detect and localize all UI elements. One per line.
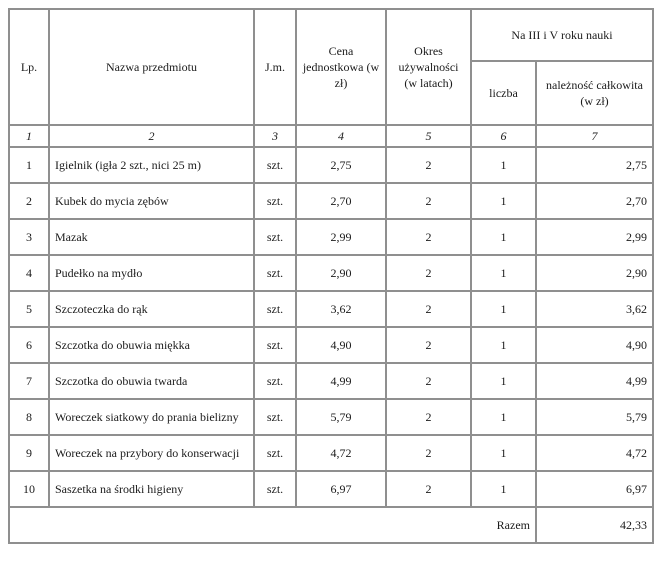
item-name: Woreczek siatkowy do prania bielizny xyxy=(49,399,254,435)
item-lp: 6 xyxy=(9,327,49,363)
item-lp: 9 xyxy=(9,435,49,471)
item-row xyxy=(9,327,653,363)
item-total: 2,75 xyxy=(536,147,653,183)
item-row xyxy=(9,435,653,471)
column-number: 6 xyxy=(471,125,536,147)
item-name: Mazak xyxy=(49,219,254,255)
item-lp: 4 xyxy=(9,255,49,291)
item-name: Woreczek na przybory do konserwacji xyxy=(49,435,254,471)
item-total: 2,70 xyxy=(536,183,653,219)
item-usage-period: 2 xyxy=(386,327,471,363)
item-unit: szt. xyxy=(254,363,296,399)
item-quantity: 1 xyxy=(471,147,536,183)
item-quantity: 1 xyxy=(471,291,536,327)
item-lp: 7 xyxy=(9,363,49,399)
item-unit-price: 4,99 xyxy=(296,363,386,399)
item-lp: 10 xyxy=(9,471,49,507)
col-header-total-due: należność całkowita (w zł) xyxy=(536,61,653,125)
item-row xyxy=(9,399,653,435)
item-unit-price: 2,90 xyxy=(296,255,386,291)
item-row xyxy=(9,363,653,399)
item-unit: szt. xyxy=(254,399,296,435)
item-name: Szczotka do obuwia miękka xyxy=(49,327,254,363)
item-unit: szt. xyxy=(254,291,296,327)
supplies-table xyxy=(8,8,654,544)
item-quantity: 1 xyxy=(471,435,536,471)
item-row xyxy=(9,471,653,507)
column-number: 4 xyxy=(296,125,386,147)
item-unit: szt. xyxy=(254,147,296,183)
item-usage-period: 2 xyxy=(386,291,471,327)
item-unit-price: 2,70 xyxy=(296,183,386,219)
item-unit: szt. xyxy=(254,327,296,363)
item-usage-period: 2 xyxy=(386,399,471,435)
item-usage-period: 2 xyxy=(386,219,471,255)
item-row xyxy=(9,147,653,183)
col-header-quantity: liczba xyxy=(471,61,536,125)
item-usage-period: 2 xyxy=(386,363,471,399)
item-row xyxy=(9,219,653,255)
item-total: 4,99 xyxy=(536,363,653,399)
item-name: Kubek do mycia zębów xyxy=(49,183,254,219)
item-usage-period: 2 xyxy=(386,471,471,507)
col-header-unit: J.m. xyxy=(254,9,296,125)
item-total: 2,90 xyxy=(536,255,653,291)
column-number: 2 xyxy=(49,125,254,147)
item-unit: szt. xyxy=(254,255,296,291)
column-number: 1 xyxy=(9,125,49,147)
item-total: 5,79 xyxy=(536,399,653,435)
item-unit-price: 4,72 xyxy=(296,435,386,471)
col-header-usage-period: Okres używalności (w latach) xyxy=(386,9,471,125)
item-total: 4,72 xyxy=(536,435,653,471)
col-header-item-name: Nazwa przedmiotu xyxy=(49,9,254,125)
item-total: 6,97 xyxy=(536,471,653,507)
item-lp: 5 xyxy=(9,291,49,327)
item-usage-period: 2 xyxy=(386,183,471,219)
item-usage-period: 2 xyxy=(386,147,471,183)
item-quantity: 1 xyxy=(471,471,536,507)
column-number: 3 xyxy=(254,125,296,147)
item-quantity: 1 xyxy=(471,399,536,435)
item-unit: szt. xyxy=(254,219,296,255)
item-quantity: 1 xyxy=(471,183,536,219)
item-row xyxy=(9,255,653,291)
item-unit: szt. xyxy=(254,471,296,507)
item-unit: szt. xyxy=(254,183,296,219)
item-lp: 8 xyxy=(9,399,49,435)
item-name: Szczoteczka do rąk xyxy=(49,291,254,327)
item-name: Saszetka na środki higieny xyxy=(49,471,254,507)
total-row xyxy=(9,507,653,543)
col-header-group-year: Na III i V roku nauki xyxy=(471,9,653,61)
item-name: Szczotka do obuwia twarda xyxy=(49,363,254,399)
item-name: Igielnik (igła 2 szt., nici 25 m) xyxy=(49,147,254,183)
item-quantity: 1 xyxy=(471,327,536,363)
item-quantity: 1 xyxy=(471,255,536,291)
col-header-lp: Lp. xyxy=(9,9,49,125)
item-usage-period: 2 xyxy=(386,255,471,291)
item-total: 4,90 xyxy=(536,327,653,363)
column-number: 7 xyxy=(536,125,653,147)
item-lp: 2 xyxy=(9,183,49,219)
item-row xyxy=(9,183,653,219)
item-name: Pudełko na mydło xyxy=(49,255,254,291)
item-row xyxy=(9,291,653,327)
item-usage-period: 2 xyxy=(386,435,471,471)
item-quantity: 1 xyxy=(471,219,536,255)
item-unit: szt. xyxy=(254,435,296,471)
razem-label: Razem xyxy=(9,507,536,543)
column-number-row xyxy=(9,125,653,147)
item-unit-price: 2,99 xyxy=(296,219,386,255)
item-total: 3,62 xyxy=(536,291,653,327)
item-unit-price: 6,97 xyxy=(296,471,386,507)
item-lp: 1 xyxy=(9,147,49,183)
item-unit-price: 5,79 xyxy=(296,399,386,435)
item-total: 2,99 xyxy=(536,219,653,255)
item-unit-price: 2,75 xyxy=(296,147,386,183)
item-unit-price: 4,90 xyxy=(296,327,386,363)
col-header-unit-price: Cena jednostkowa (w zł) xyxy=(296,9,386,125)
item-unit-price: 3,62 xyxy=(296,291,386,327)
column-number: 5 xyxy=(386,125,471,147)
grand-total: 42,33 xyxy=(536,507,653,543)
item-quantity: 1 xyxy=(471,363,536,399)
item-lp: 3 xyxy=(9,219,49,255)
